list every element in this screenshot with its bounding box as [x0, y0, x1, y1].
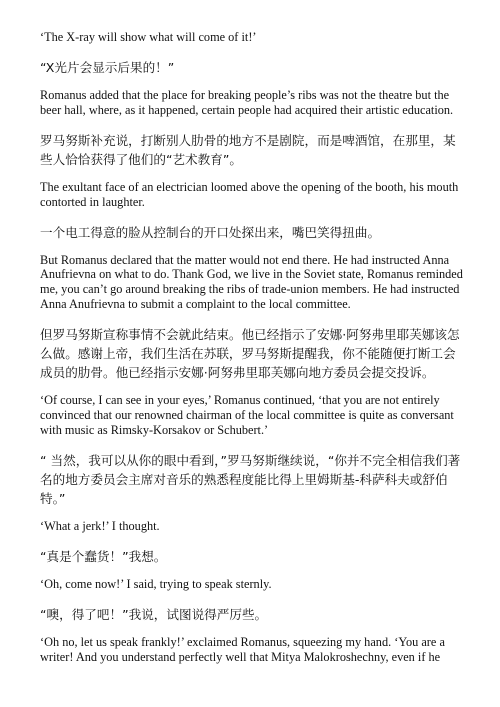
paragraph-zh-2: 罗马努斯补充说，打断别人肋骨的地方不是剧院，而是啤酒馆，在那里，某些人恰恰获得了他们的“艺术教育”。 [40, 132, 456, 167]
paragraph-en-4: But Romanus declared that the matter would not end there. He had instructed Anna Anufrievna on what to do. Thank God, we live in the Soviet state, Romanus reminded me, you can’t go around breaking the ribs of trade-union members. He had instructed Anna Anufrievna to submit a complaint to the local committee. [40, 252, 463, 312]
paragraph-zh-6: “真是个蠢货！”我想。 [40, 548, 167, 564]
paragraph-zh-5: “ 当然，我可以从你的眼中看到，”罗马努斯继续说，“你并不完全相信我们著名的地方委员会主席对音乐的熟悉程度能比得上里姆斯基-科萨科夫或舒伯特。” [40, 452, 461, 506]
paragraph-zh-3: 一个电工得意的脸从控制台的开口处探出来，嘴巴笑得扭曲。 [40, 224, 381, 240]
paragraph-en-8: ‘Oh no, let us speak frankly!’ exclaimed Romanus, squeezing my hand. ‘You are a writer! And you understand perfectly well that Mitya Malokroshechny, even if he [40, 634, 445, 664]
paragraph-zh-4: 但罗马努斯宣称事情不会就此结束。他已经指示了安娜·阿努弗里耶芙娜该怎么做。感谢上帝，我们生活在苏联，罗马努斯提醒我，你不能随便打断工会成员的肋骨。他已经指示安娜·阿努弗里耶芙娜向地方委员会提交投诉。 [40, 327, 460, 381]
paragraph-en-7: ‘Oh, come now!’ I said, trying to speak sternly. [40, 576, 272, 591]
paragraph-zh-7: “噢，得了吧！”我说，试图说得严厉些。 [40, 606, 268, 622]
document-page [40, 30, 465, 678]
paragraph-en-5: ‘Of course, I can see in your eyes,’ Romanus continued, ‘that you are not entirely convinced that our renowned chairman of the local committee is quite as conversant with music as Rimsky-Korsakov or Schubert.’ [40, 393, 454, 437]
paragraph-zh-1: “X光片会显示后果的！” [40, 59, 175, 75]
paragraph-en-2: Romanus added that the place for breaking people’s ribs was not the theatre but the beer hall, where, as it happened, certain people had acquired their artistic education. [40, 87, 454, 117]
paragraph-en-1: ‘The X-ray will show what will come of it!’ [40, 30, 257, 44]
paragraph-en-6: ‘What a jerk!’ I thought. [40, 518, 160, 533]
paragraph-en-3: The exultant face of an electrician loomed above the opening of the booth, his mouth contorted in laughter. [40, 179, 459, 209]
